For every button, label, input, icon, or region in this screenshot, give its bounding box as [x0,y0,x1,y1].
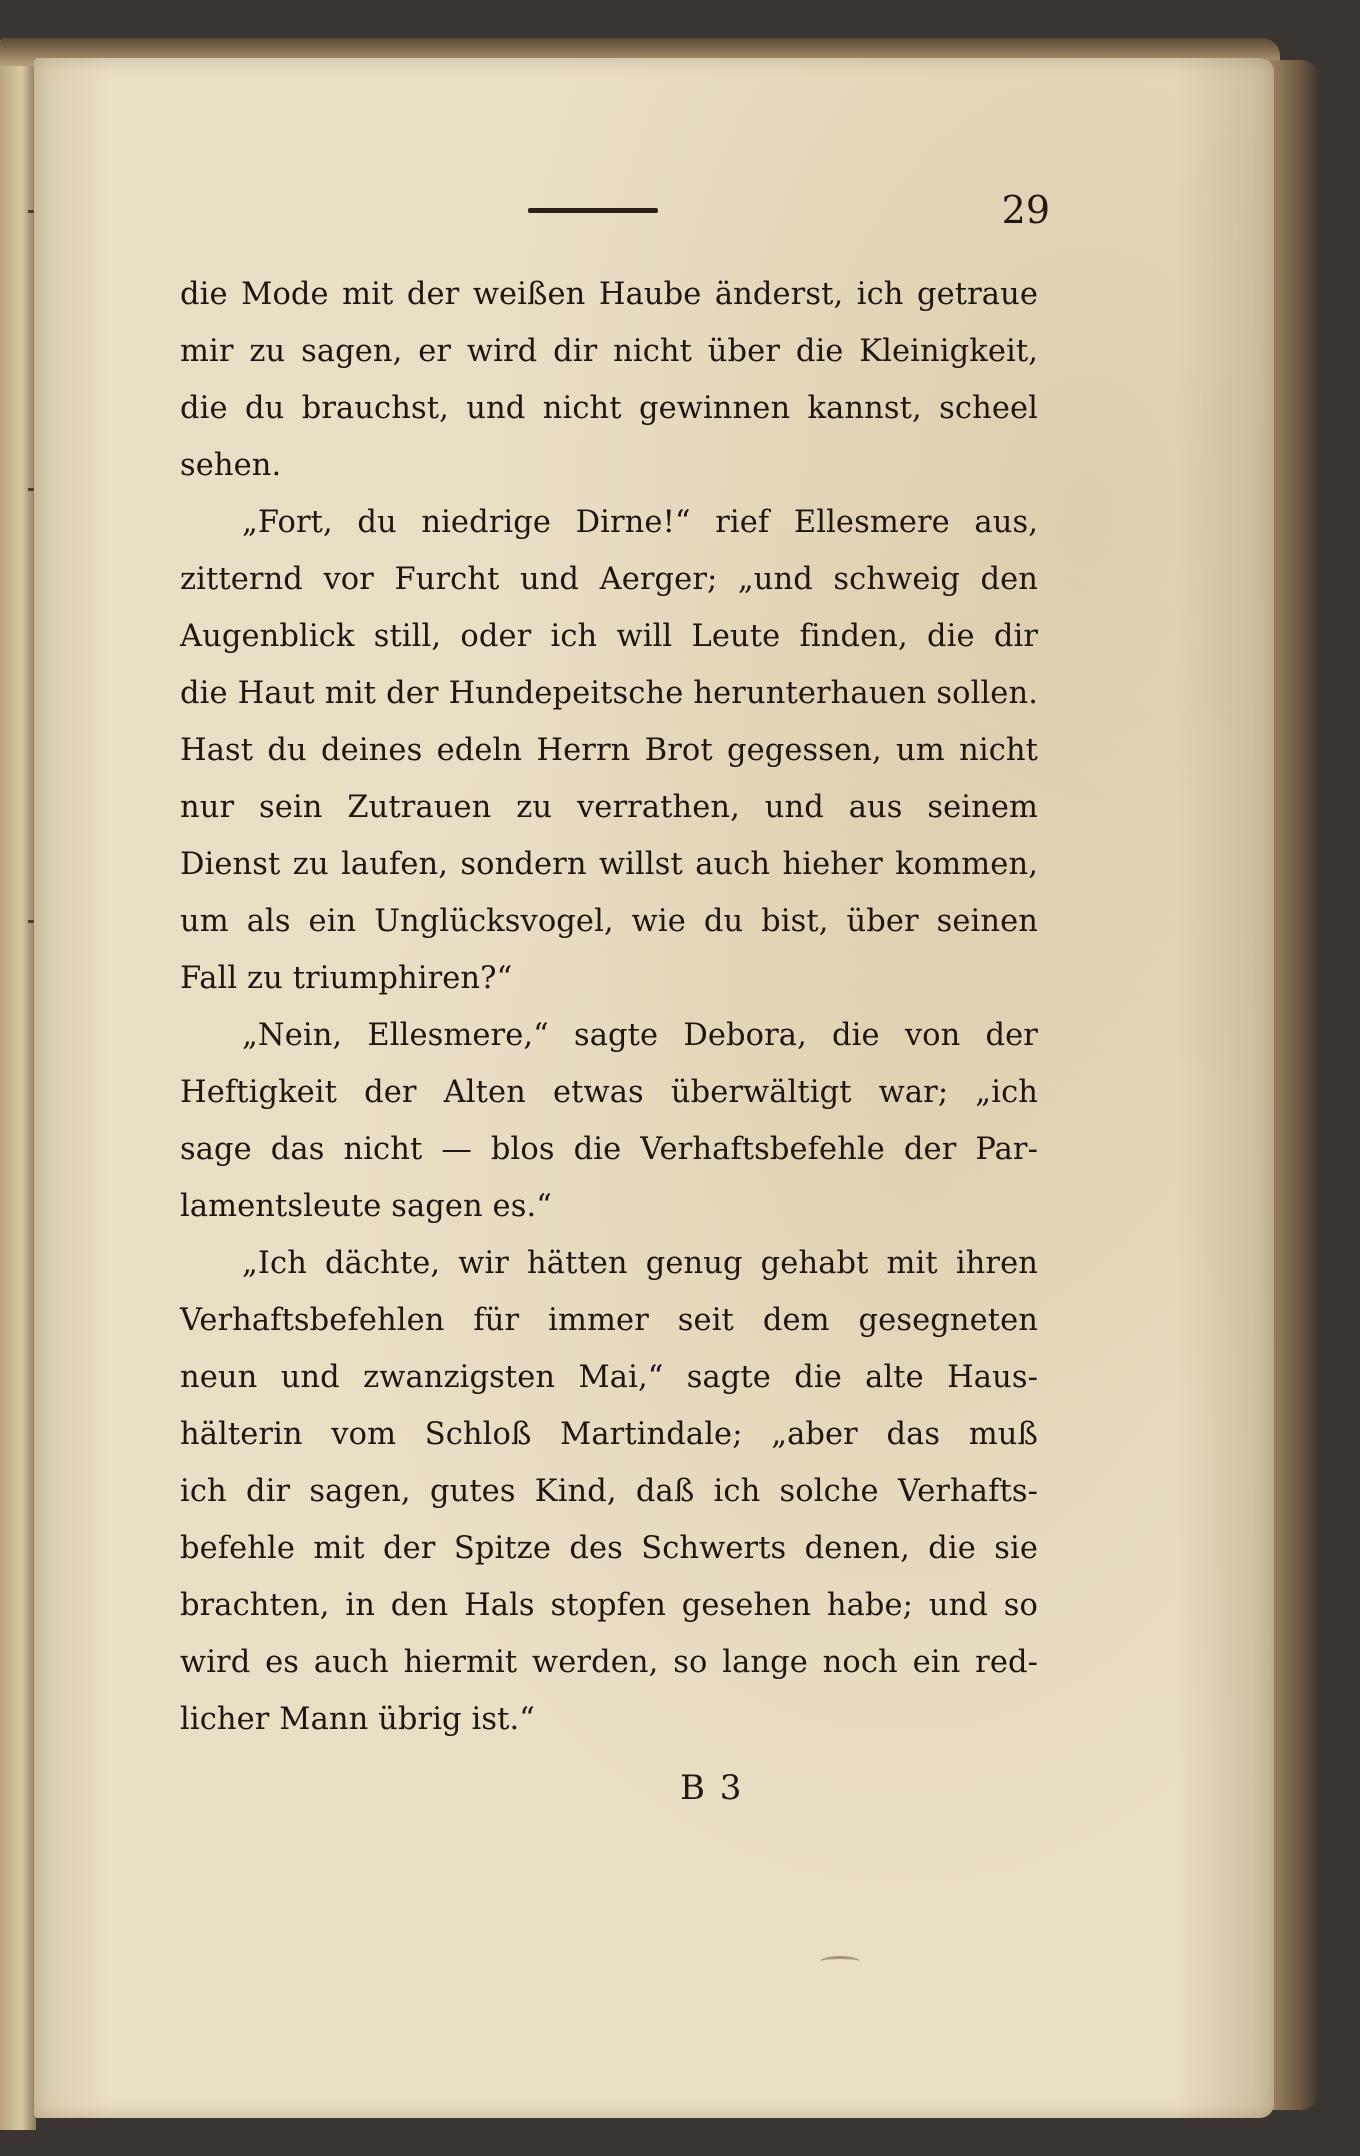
text-line: „Fort, du niedrige Dirne!“ rief Ellesmere aus, [242,505,1038,540]
text-line: brachten, in den Hals stopfen gesehen habe; und so [180,1588,1038,1623]
text-line: mir zu sagen, er wird dir nicht über die Kleinigkeit, [180,334,1038,369]
text-line: die Haut mit der Hundepeitsche herunterhauen sollen. [180,676,1038,711]
text-line: sage das nicht — blos die Verhaftsbefehle der Par- [180,1132,1038,1167]
text-line: sehen. [180,448,282,483]
text-line: die Mode mit der weißen Haube änderst, ich getraue [180,277,1038,312]
text-line: lamentsleute sagen es.“ [180,1189,552,1224]
text-line: Hast du deines edeln Herrn Brot gegessen, um nicht [180,733,1038,768]
text-line: nur sein Zutrauen zu verrathen, und aus seinem [180,790,1038,825]
text-line: Dienst zu laufen, sondern willst auch hieher kommen, [180,847,1038,882]
text-line: um als ein Unglücksvogel, wie du bist, über seinen [180,904,1038,939]
text-line: ich dir sagen, gutes Kind, daß ich solche Verhafts- [180,1474,1038,1509]
text-line: wird es auch hiermit werden, so lange noch ein red- [180,1645,1038,1680]
text-line: „Nein, Ellesmere,“ sagte Debora, die von der [242,1018,1038,1053]
facing-page-edge [0,40,36,2130]
signature-mark: B 3 [680,1768,744,1808]
text-line: befehle mit der Spitze des Schwerts denen, die sie [180,1531,1038,1566]
book-cover-right-edge [1270,60,1320,2110]
ink-smudge [820,1956,860,1967]
text-line: hälterin vom Schloß Martindale; „aber das muß [180,1417,1038,1452]
text-line: „Ich dächte, wir hätten genug gehabt mit ihren [242,1246,1038,1281]
header-rule [528,208,658,213]
text-line: licher Mann übrig ist.“ [180,1702,535,1737]
text-line: Verhaftsbefehlen für immer seit dem gesegneten [180,1303,1038,1338]
text-line: Heftigkeit der Alten etwas überwältigt war; „ich [180,1075,1038,1110]
text-line: Fall zu triumphiren?“ [180,961,513,996]
text-line: neun und zwanzigsten Mai,“ sagte die alte Haus- [180,1360,1038,1395]
page-number: 29 [1001,188,1050,232]
text-line: Augenblick still, oder ich will Leute finden, die dir [180,619,1038,654]
text-line: zitternd vor Furcht und Aerger; „und schweig den [180,562,1038,597]
text-line: die du brauchst, und nicht gewinnen kannst, scheel [180,391,1038,426]
